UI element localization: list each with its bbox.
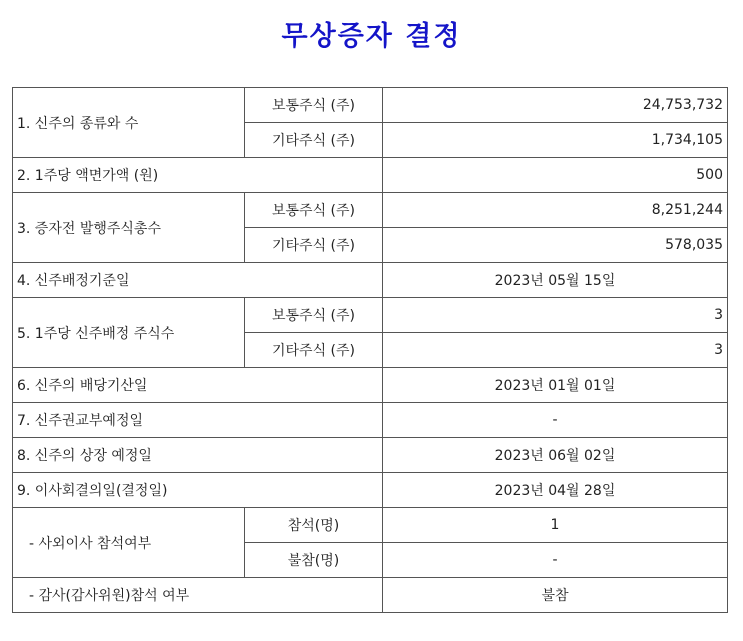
value-cell: 2023년 06월 02일 — [383, 438, 728, 473]
capital-increase-table — [12, 87, 728, 613]
row-label: 3. 증자전 발행주식총수 — [13, 193, 245, 263]
row-label: - 사외이사 참석여부 — [13, 508, 245, 578]
sub-label: 보통주식 (주) — [245, 298, 383, 333]
row-label: 7. 신주권교부예정일 — [13, 403, 383, 438]
table-row — [13, 508, 728, 543]
sub-label: 기타주식 (주) — [245, 333, 383, 368]
table-row — [13, 368, 728, 403]
row-label: 4. 신주배정기준일 — [13, 263, 383, 298]
sub-label: 보통주식 (주) — [245, 193, 383, 228]
row-label: 6. 신주의 배당기산일 — [13, 368, 383, 403]
value-cell: 2023년 04월 28일 — [383, 473, 728, 508]
value-cell: - — [383, 543, 728, 578]
value-cell: 500 — [383, 158, 728, 193]
table-row — [13, 473, 728, 508]
value-cell: 1,734,105 — [383, 123, 728, 158]
row-label: 8. 신주의 상장 예정일 — [13, 438, 383, 473]
value-cell: 2023년 05월 15일 — [383, 263, 728, 298]
value-cell: 불참 — [383, 578, 728, 613]
value-cell: 1 — [383, 508, 728, 543]
table-row — [13, 403, 728, 438]
value-cell: - — [383, 403, 728, 438]
row-label: 5. 1주당 신주배정 주식수 — [13, 298, 245, 368]
value-cell: 2023년 01월 01일 — [383, 368, 728, 403]
row-label: 2. 1주당 액면가액 (원) — [13, 158, 383, 193]
table-row — [13, 263, 728, 298]
sub-label: 기타주식 (주) — [245, 123, 383, 158]
table-row — [13, 438, 728, 473]
sub-label: 불참(명) — [245, 543, 383, 578]
table-row — [13, 298, 728, 333]
table-row — [13, 193, 728, 228]
value-cell: 3 — [383, 333, 728, 368]
sub-label: 참석(명) — [245, 508, 383, 543]
value-cell: 24,753,732 — [383, 88, 728, 123]
sub-label: 기타주식 (주) — [245, 228, 383, 263]
row-label: 1. 신주의 종류와 수 — [13, 88, 245, 158]
row-label: - 감사(감사위원)참석 여부 — [13, 578, 383, 613]
table-row — [13, 88, 728, 123]
sub-label: 보통주식 (주) — [245, 88, 383, 123]
row-label: 9. 이사회결의일(결정일) — [13, 473, 383, 508]
table-row — [13, 578, 728, 613]
value-cell: 3 — [383, 298, 728, 333]
table-row — [13, 158, 728, 193]
page-title: 무상증자 결정 — [281, 21, 462, 52]
value-cell: 8,251,244 — [383, 193, 728, 228]
value-cell: 578,035 — [383, 228, 728, 263]
